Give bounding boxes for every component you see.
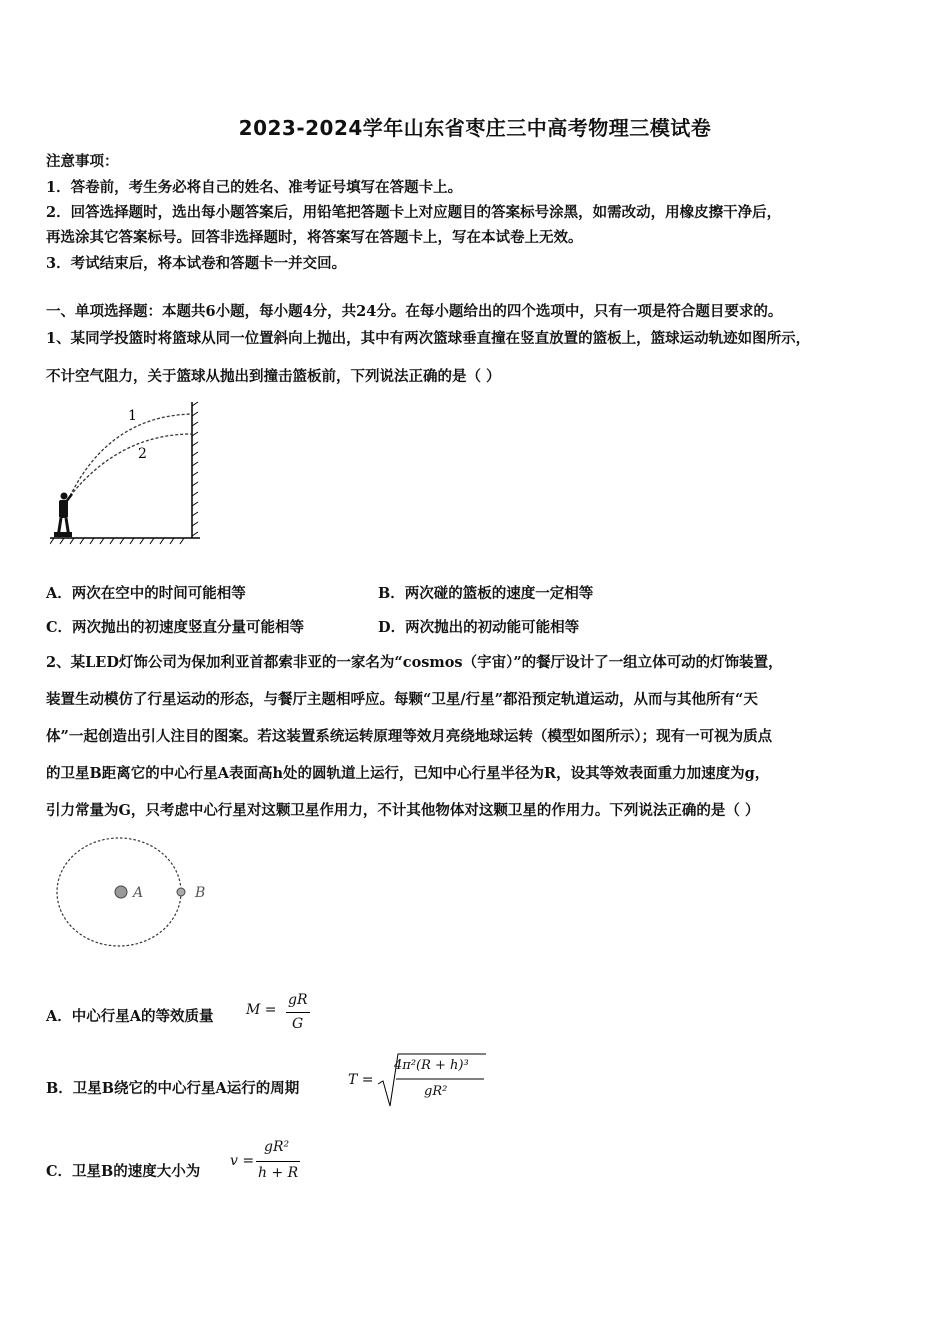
wall-hatch [192,402,198,536]
q1-option-a[interactable]: A．两次在空中的时间可能相等 [46,585,246,602]
q2-option-c-formula-den: h + R [258,1165,299,1181]
notice-heading: 注意事项： [46,153,119,170]
planet-a [115,886,127,898]
q2-option-b[interactable]: B．卫星B绕它的中心行星A运行的周期 [46,1080,300,1097]
notice-item-1: 1．答卷前，考生务必将自己的姓名、准考证号填写在答题卡上。 [46,179,463,196]
satellite-b [177,888,185,896]
q1-stem-line-2: 不计空气阻力，关于篮球从抛出到撞击篮板前，下列说法正确的是（ ） [46,368,501,385]
q2-orbit-figure [55,835,225,955]
q1-option-b[interactable]: B．两次碰的篮板的速度一定相等 [378,585,594,602]
q2-stem-line-5: 引力常量为G，只考虑中心行星对这颗卫星作用力，不计其他物体对这颗卫星的作用力。下列说法正确的是（ ） [46,802,760,819]
player-figure [54,493,72,538]
q2-option-c-formula-lhs: v = [230,1153,255,1169]
ground-hatch [50,538,184,544]
section-heading: 一、单项选择题：本题共6小题，每小题4分，共24分。在每小题给出的四个选项中，只有一项是符合题目要求的。 [46,303,783,320]
q2-option-c-fraction-bar [256,1161,300,1162]
notice-item-2-cont: 再选涂其它答案标号。回答非选择题时，将答案写在答题卡上，写在本试卷上无效。 [46,229,583,246]
trajectory-2 [70,434,192,496]
q2-option-a[interactable]: A．中心行星A的等效质量 [46,1008,214,1025]
q1-trajectory-figure [50,398,210,548]
q2-stem-line-1: 2、某LED灯饰公司为保加利亚首都索非亚的一家名为“cosmos（宇宙）”的餐厅设计了一组立体可动的灯饰装置， [46,654,783,671]
q1-stem-line-1: 1、某同学投篮时将篮球从同一位置斜向上抛出，其中有两次篮球垂直撞在竖直放置的篮板上，篮球运动轨迹如图所示， [46,330,811,347]
q2-option-a-formula-lhs: M = [246,1002,277,1018]
notice-item-2: 2．回答选择题时，选出每小题答案后，用铅笔把答题卡上对应题目的答案标号涂黑，如需改动，用橡皮擦干净后， [46,204,782,221]
q2-option-c[interactable]: C．卫星B的速度大小为 [46,1163,201,1180]
q2-option-c-formula-num: gR² [264,1139,290,1155]
trajectory-label-2: 2 [138,446,147,462]
notice-item-3: 3．考试结束后，将本试卷和答题卡一并交回。 [46,255,347,272]
q2-option-a-formula-num: gR [288,992,308,1008]
planet-a-label: A [133,885,144,901]
q2-stem-line-3: 体”一起创造出引人注目的图案。若这装置系统运转原理等效月亮绕地球运转（模型如图所示）；现有一可视为质点 [46,728,773,745]
q1-option-c[interactable]: C．两次抛出的初速度竖直分量可能相等 [46,619,305,636]
q2-option-b-formula-num: 4π²(R + h)³ [394,1058,469,1073]
satellite-b-label: B [195,885,206,901]
q2-option-a-formula-den: G [292,1016,304,1032]
trajectory-1 [70,414,192,496]
trajectory-label-1: 1 [128,408,137,424]
page-title: 2023-2024学年山东省枣庄三中高考物理三模试卷 [238,116,712,140]
q2-option-a-fraction-bar [286,1012,310,1013]
q1-option-d[interactable]: D．两次抛出的初动能可能相等 [378,619,580,636]
q2-stem-line-4: 的卫星B距离它的中心行星A表面高h处的圆轨道上运行，已知中心行星半径为R，设其等效表面重力加速度为g， [46,765,770,782]
q2-option-b-formula-den: gR² [424,1084,448,1099]
q2-option-b-formula-lhs: T = [348,1072,374,1088]
q2-stem-line-2: 装置生动模仿了行星运动的形态，与餐厅主题相呼应。每颗“卫星/行星”都沿预定轨道运动，从而与其他所有“天 [46,691,758,708]
